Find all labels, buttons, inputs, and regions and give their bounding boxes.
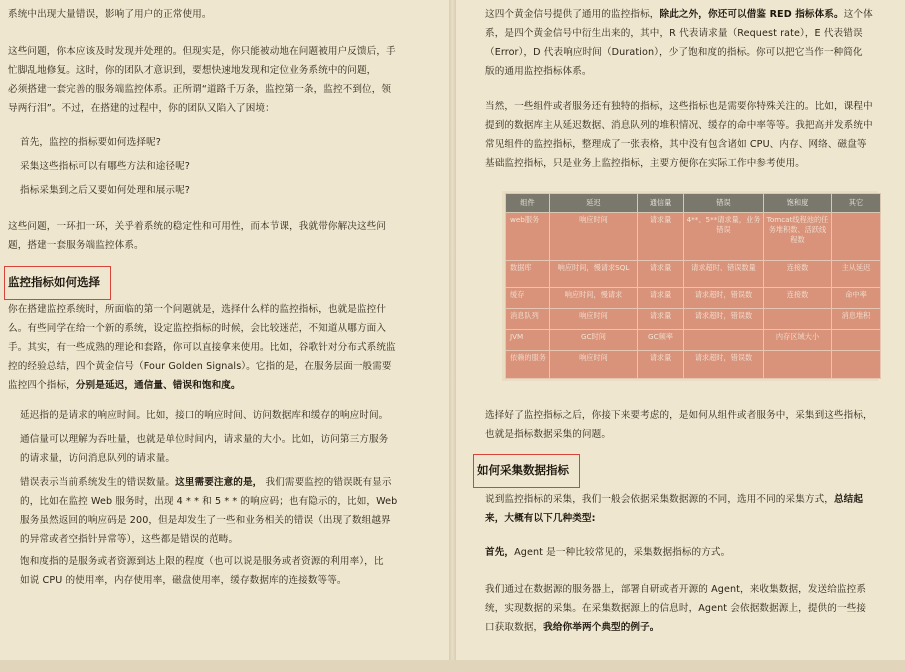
table-cell: JVM bbox=[506, 330, 550, 351]
table-cell: 连接数 bbox=[764, 261, 832, 288]
paragraph-latency: 延迟指的是请求的响应时间。比如，接口的响应时间、访问数据库和缓存的响应时间。 bbox=[20, 410, 389, 421]
paragraph-collection-intro: 选择好了监控指标之后，你接下来要考虑的，是如何从组件或者服务中，采集到这些指标， 也就是指标数据采集的问题。 bbox=[485, 410, 873, 440]
table-row bbox=[506, 213, 881, 261]
table-row bbox=[506, 309, 881, 330]
table-cell: 内存区域大小 bbox=[764, 330, 832, 351]
metrics-table-image bbox=[502, 191, 878, 381]
table-cell: 请求量 bbox=[638, 261, 684, 288]
paragraph-collection-types: 说到监控指标的采集，我们一般会依据采集数据源的不同，选用不同的采集方式，总结起 来，大概有以下几种类型: bbox=[485, 494, 864, 524]
metrics-table bbox=[505, 193, 881, 379]
right-page bbox=[456, 0, 905, 660]
section-heading-collection: 如何采集数据指标 bbox=[473, 454, 580, 488]
table-cell bbox=[764, 351, 832, 379]
table-cell: 响应时间 bbox=[550, 351, 638, 379]
table-cell: GC时间 bbox=[550, 330, 638, 351]
table-cell: 连接数 bbox=[764, 288, 832, 309]
table-cell: 命中率 bbox=[832, 288, 881, 309]
table-row bbox=[506, 288, 881, 309]
table-cell: Tomcat线程池的任务堆积数、活跃线程数 bbox=[764, 213, 832, 261]
table-cell: 请求超时、错误数量 bbox=[684, 261, 764, 288]
paragraph-red: 这四个黄金信号提供了通用的监控指标，除此之外，你还可以借鉴 RED 指标体系。这个体 系，是四个黄金信号中衍生出来的，其中，R 代表请求量（Request rate），E 代表错误 （Error），D 代表响应时间（Duration），少了饱和度的指标。你可以把它当作一种简化 版的通用监控指标体系。 bbox=[485, 9, 873, 77]
table-cell: 缓存 bbox=[506, 288, 550, 309]
table-header: 通信量 bbox=[638, 194, 684, 213]
table-header: 延迟 bbox=[550, 194, 638, 213]
paragraph-golden-signals: 你在搭建监控系统时，所面临的第一个问题就是，选择什么样的监控指标，也就是监控什 么。有些同学在给一个新的系统，设定监控指标的时候，会比较迷茫，不知道从哪方面入 手。其实，有一些成熟的理论和套路，你可以直接拿来使用。比如，谷歌针对分布式系统监 控的经验总结，四个黄金信号（Four Golden Signals）。它指的是，在服务层面一般需要 监控四个指标，分别是延迟，通信量、错误和饱和度。 bbox=[8, 304, 396, 391]
table-cell: 请求量 bbox=[638, 288, 684, 309]
table-header: 组件 bbox=[506, 194, 550, 213]
paragraph-components: 当然，一些组件或者服务还有独特的指标，这些指标也是需要你特殊关注的。比如，课程中 提到的数据库主从延迟数据、消息队列的堆积情况、缓存的命中率等等。我把高并发系统中 常见组件的监控指标，整理成了一张表格，其中没有包含诸如 CPU、内存、网络、磁盘等 基础监控指标，只是业务上监控指标，主要方便你在实际工作中参考使用。 bbox=[485, 101, 873, 169]
page-bottom-edge bbox=[0, 660, 905, 672]
table-cell: 主从延迟 bbox=[832, 261, 881, 288]
table-cell bbox=[832, 351, 881, 379]
paragraph-agent: 首先，Agent 是一种比较常见的，采集数据指标的方式。 bbox=[485, 547, 731, 558]
table-header: 饱和度 bbox=[764, 194, 832, 213]
paragraph-saturation: 饱和度指的是服务或者资源到达上限的程度（也可以说是服务或者资源的利用率），比 如说 CPU 的使用率，内存使用率，磁盘使用率，缓存数据库的连接数等等。 bbox=[20, 556, 384, 586]
table-cell: GC频率 bbox=[638, 330, 684, 351]
paragraph-agent-detail: 我们通过在数据源的服务器上，部署自研或者开源的 Agent，来收集数据，发送给监控系 统，实现数据的采集。在采集数据源上的信息时，Agent 会依据数据源上，提供的一些接 口获取数据，我给你举两个典型的例子。 bbox=[485, 584, 867, 633]
section-heading-metrics: 监控指标如何选择 bbox=[4, 266, 111, 300]
paragraph-summary: 这些问题，一环扣一环，关乎着系统的稳定性和可用性，而本节课，我就带你解决这些问 题，搭建一套服务端监控体系。 bbox=[8, 221, 387, 251]
table-cell: 请求超时，错误数 bbox=[684, 351, 764, 379]
table-header: 其它 bbox=[832, 194, 881, 213]
table-cell: 消息堆积 bbox=[832, 309, 881, 330]
table-cell: 响应时间 bbox=[550, 213, 638, 261]
paragraph-problem: 这些问题，你本应该及时发现并处理的。但现实是，你只能被动地在问题被用户反馈后，手 忙脚乱地修复。这时，你的团队才意识到，要想快速地发现和定位业务系统中的问题， 必须搭建一套完善的服务端监控体系。正所谓“道路千万条，监控第一条，监控不到位，领 导两行泪”。不过，在搭建的过程中，你的团队又陷入了困境： bbox=[8, 46, 396, 114]
table-cell: 消息队列 bbox=[506, 309, 550, 330]
table-cell bbox=[684, 330, 764, 351]
table-cell: 响应时间，慢请求 bbox=[550, 288, 638, 309]
table-cell bbox=[832, 330, 881, 351]
table-cell: 请求量 bbox=[638, 351, 684, 379]
table-row bbox=[506, 330, 881, 351]
paragraph-traffic: 通信量可以理解为吞吐量，也就是单位时间内，请求量的大小。比如，访问第三方服务 的请求量，访问消息队列的请求量。 bbox=[20, 434, 389, 464]
table-cell: 请求量 bbox=[638, 213, 684, 261]
table-cell: web服务 bbox=[506, 213, 550, 261]
paragraph-errors: 错误表示当前系统发生的错误数量。这里需要注意的是， 我们需要监控的错误既有显示 的，比如在监控 Web 服务时，出现 4 * * 和 5 * * 的响应码；也有隐示的，比如，Web 服务虽然返回的响应码是 200，但是却发生了一些和业务相关的错误（出现了数组越界 的异常或者空指针异常等），这些都是错误的范畴。 bbox=[20, 477, 398, 545]
question-1: 首先，监控的指标要如何选择呢? bbox=[20, 137, 161, 148]
table-cell bbox=[764, 309, 832, 330]
table-cell: 请求超时，错误数 bbox=[684, 288, 764, 309]
table-cell: 4**、5**请求量，业务错误 bbox=[684, 213, 764, 261]
table-header-row bbox=[506, 194, 881, 213]
table-header: 错误 bbox=[684, 194, 764, 213]
table-row bbox=[506, 351, 881, 379]
question-3: 指标采集到之后又要如何处理和展示呢? bbox=[20, 185, 190, 196]
book-gutter bbox=[449, 0, 456, 672]
table-cell: 数据库 bbox=[506, 261, 550, 288]
table-cell: 请求超时，错误数 bbox=[684, 309, 764, 330]
table-cell: 响应时间 bbox=[550, 309, 638, 330]
table-row bbox=[506, 261, 881, 288]
table-cell bbox=[832, 213, 881, 261]
left-page bbox=[0, 0, 449, 660]
table-cell: 请求量 bbox=[638, 309, 684, 330]
table-cell: 依赖的服务 bbox=[506, 351, 550, 379]
question-2: 采集这些指标可以有哪些方法和途径呢? bbox=[20, 161, 190, 172]
paragraph-intro: 系统中出现大量错误，影响了用户的正常使用。 bbox=[8, 9, 212, 20]
table-cell: 响应时间，慢请求SQL bbox=[550, 261, 638, 288]
